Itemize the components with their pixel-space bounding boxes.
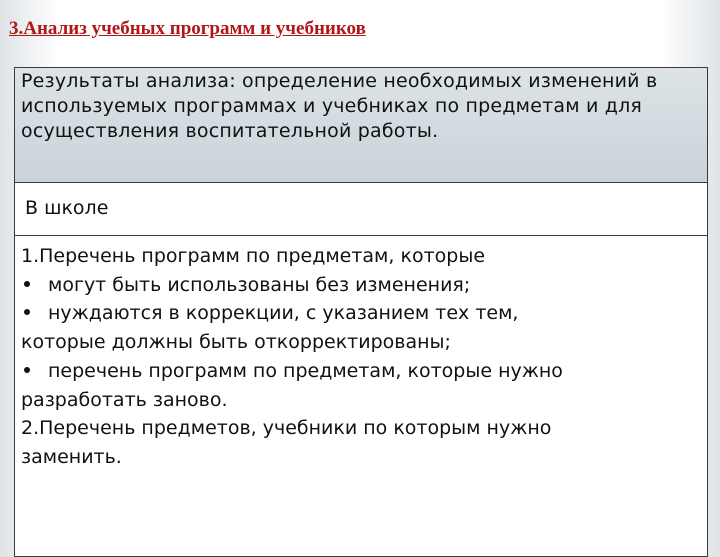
table-header-cell: [15, 68, 707, 183]
bullet-item-2: [21, 299, 703, 328]
list-item-1: 1.Перечень программ по предметам, которые: [21, 245, 486, 267]
bullet-text-1: могут быть использованы без изменения;: [48, 273, 471, 296]
bullet-item-1: [21, 271, 703, 300]
table-header-text: Результаты анализа: определение необходимых изменений в используемых программах и учебниках по предметам и для осуществления воспитательной работы.: [21, 70, 658, 142]
analysis-table: [14, 67, 708, 557]
slide-title: 3.Анализ учебных программ и учебников: [9, 18, 366, 39]
table-subheader-cell: [15, 183, 707, 236]
table-subheader-text: В школе: [25, 197, 109, 219]
bullet-text-3-continuation: разработать заново.: [21, 388, 228, 411]
bullet-icon: [24, 367, 30, 373]
bullet-text-3: перечень программ по предметам, которые нужно: [48, 359, 563, 382]
list-item-2-continuation: заменить.: [21, 445, 122, 468]
bullet-icon: [24, 281, 30, 287]
bullet-text-2-continuation: которые должны быть откорректированы;: [21, 331, 451, 354]
table-content-cell: [15, 236, 707, 556]
bullet-item-3: [21, 357, 703, 386]
list-item-2: 2.Перечень предметов, учебники по которым нужно: [21, 417, 552, 440]
bullet-icon: [24, 309, 30, 315]
bullet-text-2: нуждаются в коррекции, с указанием тех тем,: [48, 302, 519, 325]
